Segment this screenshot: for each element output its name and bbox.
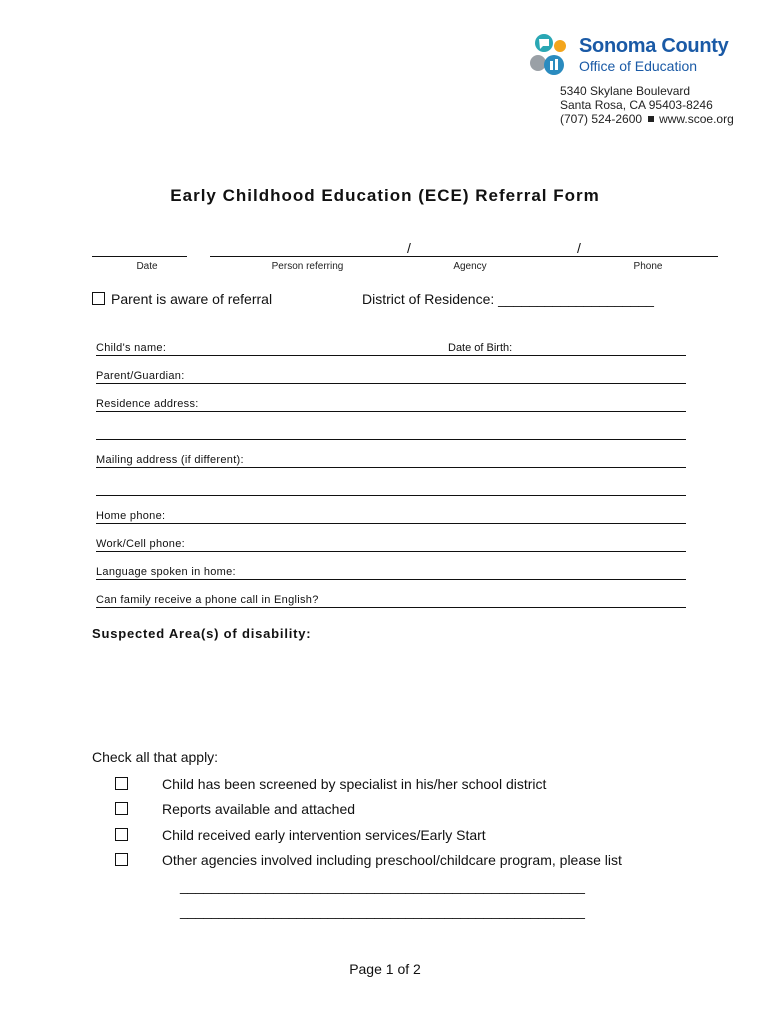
checklist-item[interactable] bbox=[115, 801, 355, 817]
address-line-2: Santa Rosa, CA 95403-8246 bbox=[560, 98, 713, 112]
checklist-label: Other agencies involved including preschool/childcare program, please list bbox=[162, 852, 622, 868]
org-website[interactable]: www.scoe.org bbox=[659, 112, 734, 126]
phone-english-label: Can family receive a phone call in English? bbox=[96, 594, 319, 606]
mailing-address-line-2[interactable] bbox=[96, 480, 686, 496]
slash-separator: / bbox=[577, 240, 581, 256]
language-field[interactable] bbox=[96, 564, 686, 580]
checklist-label: Child has been screened by specialist in his/her school district bbox=[162, 776, 547, 792]
mailing-address-label: Mailing address (if different): bbox=[96, 454, 244, 466]
parent-guardian-label: Parent/Guardian: bbox=[96, 370, 185, 382]
address-line-1: 5340 Skylane Boulevard bbox=[560, 84, 691, 98]
org-address bbox=[560, 84, 734, 126]
residence-address-line-2[interactable] bbox=[96, 424, 686, 440]
other-agencies-line-1[interactable]: ____________________________________________________ bbox=[180, 878, 585, 894]
date-caption: Date bbox=[136, 261, 158, 272]
parent-aware-label: Parent is aware of referral bbox=[111, 291, 273, 307]
home-phone-field[interactable] bbox=[96, 508, 686, 524]
suspected-areas-heading: Suspected Area(s) of disability: bbox=[92, 626, 312, 641]
org-phone: (707) 524-2600 bbox=[560, 112, 643, 126]
slash-separator: / bbox=[407, 240, 411, 256]
residence-address-label: Residence address: bbox=[96, 398, 199, 410]
separator-square-icon bbox=[648, 116, 654, 122]
language-label: Language spoken in home: bbox=[96, 566, 236, 578]
checklist-item[interactable] bbox=[115, 852, 622, 868]
checklist-label: Child received early intervention services/Early Start bbox=[162, 827, 486, 843]
checklist-label: Reports available and attached bbox=[162, 801, 356, 817]
referrer-line[interactable] bbox=[210, 256, 718, 257]
checklist-checkbox[interactable] bbox=[115, 777, 128, 790]
org-subtitle: Office of Education bbox=[579, 58, 698, 74]
person-caption: Person referring bbox=[271, 261, 344, 272]
childs-name-label: Child's name: bbox=[96, 342, 167, 354]
dob-label: Date of Birth: bbox=[448, 342, 513, 354]
childs-name-field[interactable] bbox=[96, 340, 686, 356]
residence-address-field[interactable] bbox=[96, 396, 686, 412]
checklist-checkbox[interactable] bbox=[115, 853, 128, 866]
home-phone-label: Home phone: bbox=[96, 510, 166, 522]
checklist-item[interactable] bbox=[115, 776, 546, 792]
scoe-logo bbox=[526, 30, 736, 82]
agency-caption: Agency bbox=[453, 261, 487, 272]
contact-line bbox=[560, 112, 734, 126]
work-cell-phone-label: Work/Cell phone: bbox=[96, 538, 185, 550]
checklist-checkbox[interactable] bbox=[115, 828, 128, 841]
phone-english-field[interactable] bbox=[96, 592, 686, 608]
date-line[interactable] bbox=[92, 256, 187, 257]
logo-mark-icon bbox=[526, 30, 578, 82]
parent-aware-row[interactable] bbox=[92, 291, 272, 307]
check-all-heading: Check all that apply: bbox=[92, 749, 219, 765]
checklist-checkbox[interactable] bbox=[115, 802, 128, 815]
org-name: Sonoma County bbox=[579, 35, 729, 57]
page-number: Page 1 of 2 bbox=[349, 961, 421, 977]
parent-guardian-field[interactable] bbox=[96, 368, 686, 384]
form-title: Early Childhood Education (ECE) Referral Form bbox=[170, 186, 600, 205]
mailing-address-field[interactable] bbox=[96, 452, 686, 468]
parent-aware-checkbox[interactable] bbox=[92, 292, 105, 305]
phone-caption: Phone bbox=[633, 261, 663, 272]
district-field[interactable]: District of Residence: ____________________ bbox=[362, 291, 654, 307]
work-cell-phone-field[interactable] bbox=[96, 536, 686, 552]
other-agencies-line-2[interactable]: ____________________________________________________ bbox=[180, 903, 585, 919]
checklist-item[interactable] bbox=[115, 827, 486, 843]
